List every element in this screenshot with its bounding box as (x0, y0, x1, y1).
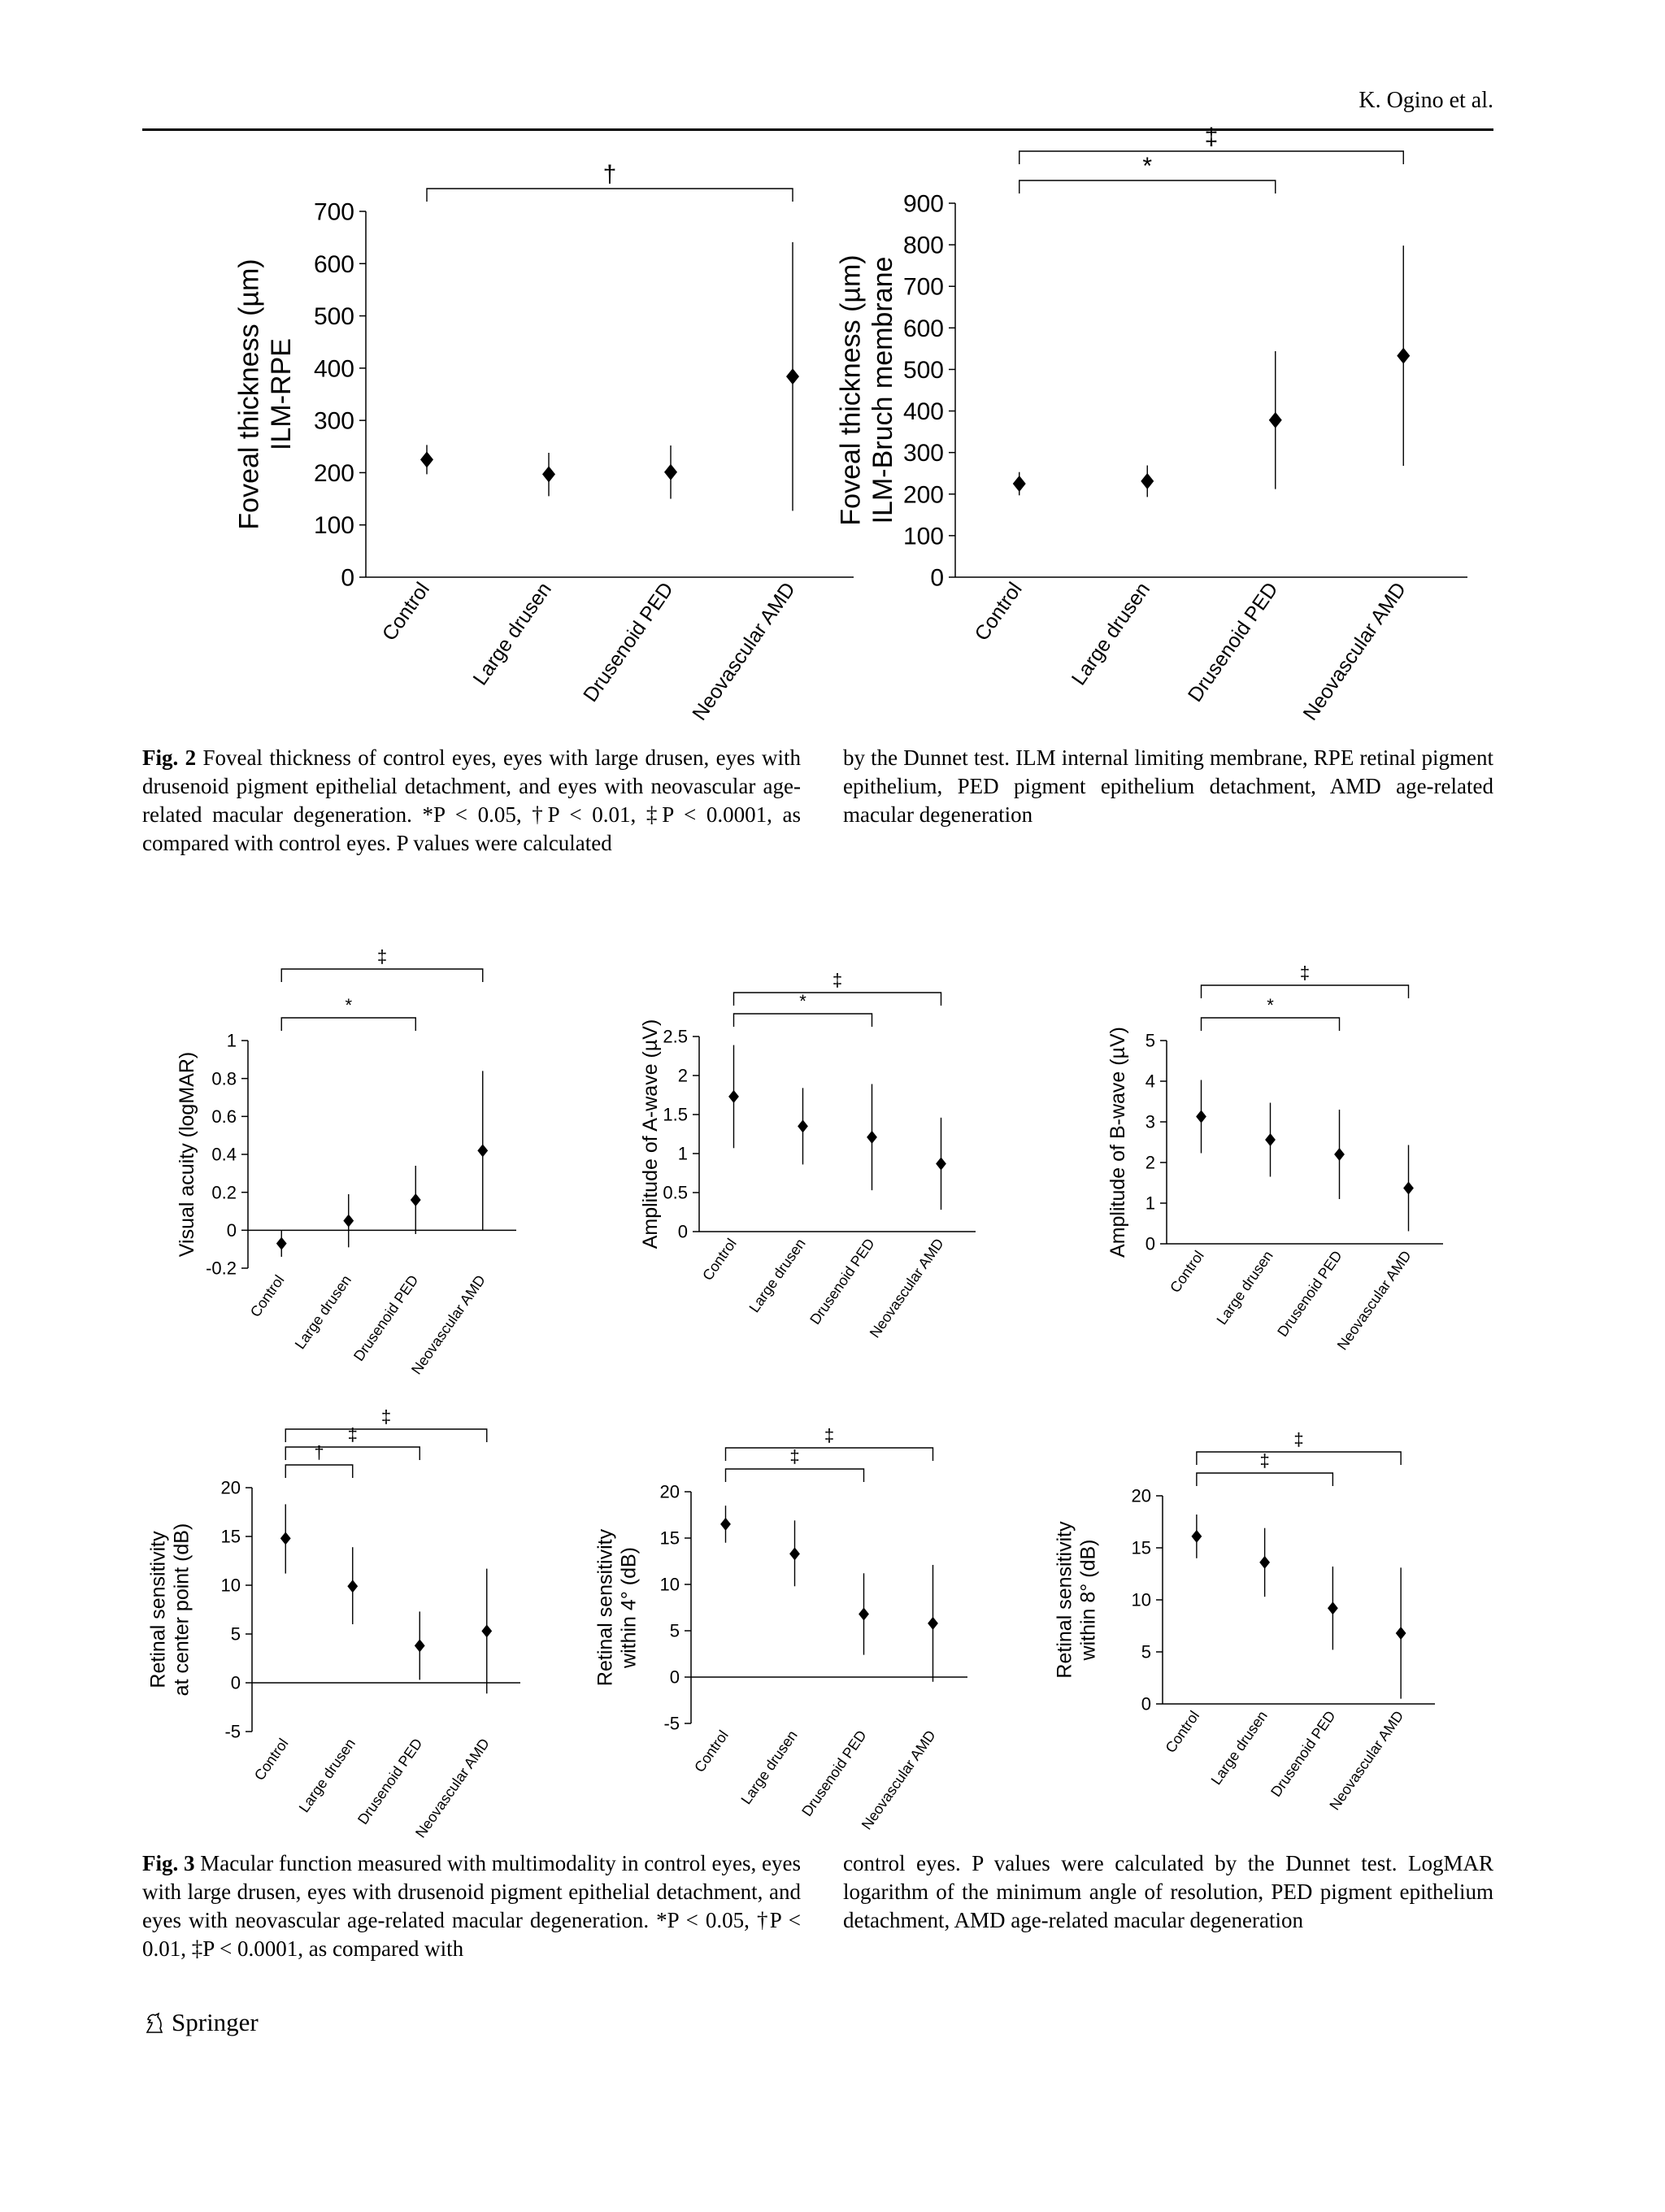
category-label: Neovascular AMD (688, 578, 800, 725)
category-label: Large drusen (1213, 1247, 1276, 1328)
y-axis-label: Amplitude of A-wave (µV) (639, 1019, 662, 1249)
data-point (664, 464, 677, 480)
y-tick-label: 20 (220, 1477, 241, 1498)
y-tick-label: 0 (341, 564, 354, 592)
significance-bracket (734, 1014, 872, 1027)
figure-3-caption-col1 (142, 1849, 801, 1963)
figure-3e-chart (589, 1425, 1028, 1833)
data-point (1328, 1601, 1338, 1614)
y-tick-label: 400 (902, 398, 944, 426)
figure-2-caption-text: Foveal thickness of control eyes, eyes with large drusen, eyes with drusenoid pigment epithelial detachment, and eyes with neovascular age-related macular degeneration. *P < 0.05, †P < 0.01, ‡P < 0.0001, as compared with control eyes. P values were calculated (142, 745, 802, 855)
data-point (347, 1580, 358, 1593)
significance-symbol: ‡ (1204, 124, 1219, 150)
data-point (411, 1193, 421, 1206)
significance-symbol: * (1142, 153, 1153, 180)
category-label: Drusenoid PED (1267, 1707, 1339, 1800)
figure-2-caption-col1 (142, 744, 801, 858)
figure-2-caption-col2 (843, 744, 1493, 829)
y-tick-label: 100 (902, 523, 944, 550)
y-tick-label: -5 (663, 1713, 680, 1734)
y-tick-label: 15 (1131, 1537, 1151, 1558)
category-label: Control (691, 1727, 732, 1775)
figure-3-caption-col2 (843, 1849, 1493, 1935)
data-point (928, 1617, 938, 1630)
significance-symbol: † (314, 1442, 324, 1462)
category-label: Neovascular AMD (1298, 578, 1411, 725)
significance-symbol: * (1267, 995, 1274, 1015)
y-tick-label: 300 (313, 407, 354, 435)
data-point (1259, 1556, 1270, 1569)
y-tick-label: 1.5 (663, 1104, 688, 1125)
y-tick-label: 10 (659, 1574, 680, 1595)
y-tick-label: 0 (677, 1221, 688, 1242)
significance-bracket (1019, 151, 1404, 164)
data-point (1269, 412, 1282, 428)
y-tick-label: 0.8 (211, 1068, 237, 1089)
data-point (1265, 1133, 1276, 1146)
data-point (936, 1157, 946, 1170)
category-label: Control (1162, 1707, 1203, 1756)
figure-3b-chart (618, 970, 1024, 1386)
y-tick-label: 1 (226, 1030, 237, 1051)
data-point (789, 1547, 800, 1560)
y-tick-label: 0 (226, 1220, 237, 1241)
y-tick-label: 0 (1145, 1233, 1155, 1254)
y-axis-label: Visual acuity (logMAR) (176, 1051, 198, 1258)
y-axis-label: within 4° (dB) (617, 1547, 641, 1668)
data-point (1141, 473, 1154, 489)
y-tick-label: 5 (230, 1623, 241, 1645)
y-tick-label: 2 (1145, 1152, 1155, 1173)
y-tick-label: 3 (1145, 1111, 1155, 1132)
y-tick-label: 0 (669, 1667, 680, 1688)
y-tick-label: 0 (1141, 1693, 1151, 1714)
data-point (1396, 1627, 1406, 1640)
y-tick-label: 500 (313, 303, 354, 331)
significance-bracket (1202, 1018, 1340, 1031)
data-point (1334, 1148, 1345, 1161)
significance-symbol: ‡ (376, 946, 388, 967)
y-tick-label: 1 (677, 1143, 688, 1164)
category-label: Neovascular AMD (412, 1735, 493, 1841)
y-tick-label: 0.2 (211, 1182, 237, 1203)
figure-3d-chart (142, 1406, 581, 1841)
y-tick-label: 400 (313, 355, 354, 383)
significance-symbol: † (602, 161, 617, 188)
y-tick-label: 900 (902, 190, 944, 218)
significance-symbol: ‡ (789, 1446, 800, 1467)
data-point (728, 1090, 739, 1103)
significance-bracket (726, 1448, 933, 1461)
y-axis-label: Amplitude of B-wave (µV) (1106, 1027, 1129, 1258)
y-tick-label: 200 (902, 481, 944, 509)
significance-symbol: ‡ (347, 1424, 358, 1445)
data-point (1403, 1182, 1414, 1195)
data-point (720, 1518, 731, 1531)
y-axis-label: Retinal sensitivity (593, 1528, 617, 1687)
y-tick-label: 100 (313, 512, 354, 540)
y-tick-label: 15 (220, 1526, 241, 1547)
category-label: Control (1167, 1247, 1207, 1296)
y-axis-label: ILM-Bruch membrane (867, 256, 898, 524)
data-point (786, 368, 799, 385)
category-label: Large drusen (1207, 1707, 1271, 1788)
y-axis-label: Retinal sensitivity (146, 1531, 170, 1688)
category-label: Control (250, 1735, 292, 1784)
header-rule (142, 128, 1493, 131)
significance-bracket (734, 993, 941, 1006)
y-tick-label: 15 (659, 1528, 680, 1549)
significance-bracket (427, 189, 793, 202)
significance-symbol: ‡ (1299, 963, 1311, 983)
category-label: Neovascular AMD (866, 1235, 947, 1341)
significance-bracket (285, 1429, 487, 1442)
data-point (343, 1215, 354, 1228)
y-tick-label: 0 (930, 564, 944, 592)
significance-symbol: * (345, 995, 353, 1015)
category-label: Control (970, 578, 1027, 645)
y-tick-label: 0 (230, 1672, 241, 1693)
data-point (415, 1639, 425, 1652)
category-label: Neovascular AMD (1326, 1707, 1407, 1814)
category-label: Large drusen (291, 1271, 355, 1353)
category-label: Drusenoid PED (579, 578, 678, 706)
y-tick-label: 10 (220, 1575, 241, 1596)
significance-bracket (1197, 1473, 1333, 1486)
category-label: Neovascular AMD (1333, 1247, 1415, 1354)
y-tick-label: 700 (902, 273, 944, 301)
category-label: Drusenoid PED (1274, 1247, 1345, 1340)
y-tick-label: 500 (902, 356, 944, 384)
category-label: Drusenoid PED (1183, 578, 1283, 706)
category-label: Drusenoid PED (806, 1235, 878, 1328)
y-tick-label: 1 (1145, 1193, 1155, 1214)
category-label: Large drusen (737, 1727, 801, 1808)
significance-symbol: ‡ (832, 970, 843, 990)
significance-symbol: ‡ (824, 1425, 835, 1445)
y-tick-label: 800 (902, 232, 944, 259)
y-tick-label: 2 (677, 1065, 688, 1086)
y-tick-label: 0.5 (663, 1182, 688, 1203)
category-label: Large drusen (746, 1235, 809, 1316)
category-label: Control (377, 578, 434, 645)
y-tick-label: 2.5 (663, 1026, 688, 1047)
category-label: Drusenoid PED (798, 1727, 870, 1819)
y-axis-label: within 8° (dB) (1076, 1539, 1100, 1661)
figure-2-caption-text-2: by the Dunnet test. ILM internal limiting membrane, RPE retinal pigment epithelium, PED pigment epithelium detachment, AMD age-related macular degeneration (843, 745, 1493, 827)
data-point (859, 1607, 869, 1620)
y-axis-label: ILM-RPE (265, 338, 297, 450)
category-label: Large drusen (1067, 578, 1155, 690)
y-tick-label: 20 (659, 1481, 680, 1502)
significance-bracket (726, 1469, 864, 1482)
data-point (867, 1131, 877, 1144)
data-point (280, 1532, 291, 1545)
y-axis-label: Foveal thickness (µm) (835, 254, 867, 526)
significance-bracket (281, 969, 483, 982)
figure-2a-chart (220, 159, 837, 728)
category-label: Control (246, 1271, 288, 1320)
y-tick-label: 10 (1131, 1589, 1151, 1610)
y-axis-label: at center point (dB) (170, 1523, 193, 1697)
publisher-logo (142, 2008, 259, 2037)
category-label: Drusenoid PED (350, 1271, 422, 1364)
category-label: Drusenoid PED (354, 1735, 426, 1827)
significance-bracket (1019, 180, 1276, 193)
data-point (276, 1237, 287, 1250)
y-tick-label: 20 (1131, 1485, 1151, 1506)
y-tick-label: -5 (224, 1721, 241, 1742)
figure-3-label: Fig. 3 (142, 1851, 195, 1875)
figure-3f-chart (1049, 1431, 1488, 1829)
figure-3c-chart (1085, 963, 1492, 1386)
category-label: Control (699, 1235, 740, 1284)
y-tick-label: 300 (902, 440, 944, 467)
category-label: Neovascular AMD (858, 1727, 939, 1833)
figure-2-label: Fig. 2 (142, 745, 197, 770)
y-tick-label: 600 (902, 315, 944, 342)
data-point (798, 1119, 808, 1132)
data-point (1196, 1110, 1206, 1123)
data-point (481, 1624, 492, 1637)
y-tick-label: 4 (1145, 1071, 1155, 1092)
figure-2b-chart (821, 124, 1439, 728)
y-axis-label: Retinal sensitivity (1053, 1521, 1076, 1679)
category-label: Large drusen (468, 578, 556, 690)
significance-symbol: ‡ (1259, 1450, 1270, 1471)
category-label: Large drusen (295, 1735, 359, 1816)
significance-symbol: * (799, 991, 806, 1011)
significance-symbol: ‡ (1293, 1429, 1304, 1449)
significance-bracket (1197, 1452, 1401, 1465)
data-point (420, 451, 433, 467)
significance-bracket (1202, 985, 1409, 998)
figure-3a-chart (154, 946, 577, 1386)
publisher-name: Springer (172, 2008, 259, 2036)
y-tick-label: 5 (669, 1620, 680, 1641)
y-tick-label: 200 (313, 459, 354, 487)
significance-bracket (285, 1447, 420, 1460)
y-tick-label: 700 (313, 198, 354, 226)
figure-3-caption-text-2: control eyes. P values were calculated by the Dunnet test. LogMAR logarithm of the minimum angle of resolution, PED pigment epithelium detachment, AMD age-related macular degeneration (843, 1851, 1493, 1932)
y-tick-label: 600 (313, 250, 354, 278)
y-axis-label: Foveal thickness (µm) (233, 259, 265, 530)
data-point (477, 1144, 488, 1157)
data-point (1191, 1530, 1202, 1543)
y-tick-label: -0.2 (206, 1258, 237, 1279)
y-tick-label: 0.4 (211, 1144, 237, 1165)
significance-bracket (285, 1465, 353, 1478)
y-tick-label: 0.6 (211, 1106, 237, 1128)
figure-3-caption-text: Macular function measured with multimodality in control eyes, eyes with large drusen, eyes with drusenoid pigment epithelial detachment, and eyes with neovascular age-related macular degeneration. *P < 0.05, †P < 0.01, ‡P < 0.0001, as compared with (142, 1851, 802, 1961)
data-point (542, 466, 555, 482)
y-tick-label: 5 (1141, 1641, 1151, 1662)
y-tick-label: 5 (1145, 1030, 1155, 1051)
significance-symbol: ‡ (380, 1406, 392, 1427)
springer-knight-icon (142, 2010, 167, 2035)
data-point (1013, 476, 1026, 492)
significance-bracket (281, 1018, 415, 1031)
category-label: Neovascular AMD (408, 1271, 489, 1378)
data-point (1397, 348, 1410, 364)
running-head: K. Ogino et al. (1359, 88, 1493, 113)
